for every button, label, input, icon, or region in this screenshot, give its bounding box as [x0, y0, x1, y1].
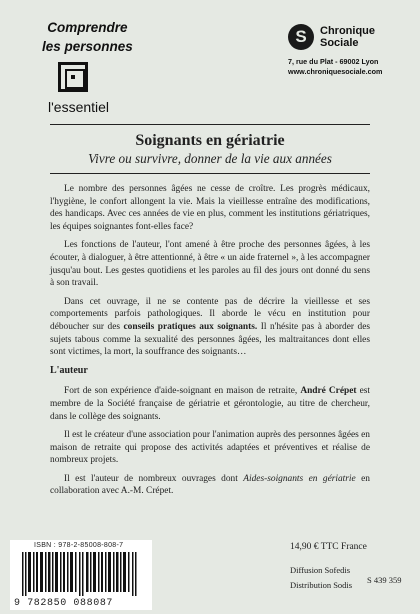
publisher-name-line2: Sociale: [320, 37, 359, 49]
author-paragraph-1: [50, 385, 370, 423]
publisher-name-line1: Chronique: [320, 25, 375, 37]
author-heading: L'auteur: [50, 364, 88, 376]
barcode-icon: [22, 552, 140, 596]
author-p3-start: Il est l'auteur de nombreux ouvrages dont: [64, 473, 244, 484]
series-title-line2: les personnes: [42, 39, 133, 54]
barcode-digits: 9 782850 088087: [14, 598, 114, 609]
description-paragraph-1: Le nombre des personnes âgées ne cesse de croître. Les progrès médicaux, l'hygiène, le confort allongent la vie. Mais la vieillesse entraîne des modifications, des handicaps. Avec ces années de vie en plus, comment les institutions gériatriques, les équipes soignantes font-elles face?: [50, 184, 370, 232]
series-label: l'essentiel: [48, 99, 110, 115]
author-p1-end: est membre de la Société française de gériatrie et gérontologie, au titre de chercheur, dans le collège des soignants.: [50, 386, 370, 422]
author-name: André Crépet: [300, 386, 357, 397]
subtitle-divider: [50, 173, 370, 174]
author-paragraph-3: [50, 473, 370, 498]
back-cover-content: [50, 124, 370, 504]
book-subtitle: Vivre ou survivre, donner de la vie aux années: [88, 151, 332, 166]
publisher-address: [288, 57, 382, 77]
p3-text-start: Dans cet ouvrage, il ne se contente pas de décrire la vieillesse et ses comportements parfois pathologiques. Il aborde le vécu en institution pour déboucher sur des: [50, 296, 370, 332]
publisher-s-icon: S: [288, 24, 314, 50]
publisher-name: [320, 25, 375, 49]
distribution-sodis: Distribution Sodis: [290, 580, 353, 590]
publisher-website: www.chroniquesociale.com: [288, 67, 383, 76]
reference-code: S 439 359: [367, 575, 402, 585]
series-title-line1: Comprendre: [47, 20, 128, 35]
author-p1-start: Fort de son expérience d'aide-soignant en maison de retraite,: [64, 386, 301, 397]
publisher-logo: [288, 24, 375, 50]
isbn-label: ISBN : 978-2-85008-808-7: [34, 542, 124, 549]
description-paragraph-2: Les fonctions de l'auteur, l'ont amené à être proche des personnes âgées, à les écouter, à dialoguer, à être attentionné, à être « un aide fraternel », à les accompagner jusqu'au bout. Les gestes quotidiens et les paroles au fil des jours ont donné du sens à son travail.: [50, 240, 370, 289]
author-book-title: Aides-soignants en gériatrie: [243, 473, 356, 484]
description: [50, 183, 370, 498]
publisher-street: 7, rue du Plat - 69002 Lyon: [288, 57, 379, 66]
series-title: [42, 18, 133, 56]
author-paragraph-2: Il est le créateur d'une association pour l'animation auprès des personnes âgées en maison de retraite qui propose des activités adaptées et préventives et réalise de nombreux projets.: [50, 430, 370, 466]
series-square-logo-icon: [58, 62, 88, 92]
description-paragraph-3: [50, 296, 370, 359]
price: 14,90 € TTC France: [290, 542, 367, 552]
p3-bold-text: conseils pratiques aux soignants.: [123, 321, 258, 332]
author-p3-end: en collaboration avec A.-M. Crépet.: [50, 473, 370, 497]
barcode-block: [10, 540, 152, 610]
book-title: Soignants en gériatrie: [135, 132, 285, 149]
distribution-sofedis: Diffusion Sofedis: [290, 565, 351, 575]
p3-text-end: Il n'hésite pas à aborder des sujets tabous comme la sexualité des personnes âgées, les maltraitances dont elles sont victimes, la mort, la souffrance des soignants…: [50, 321, 371, 358]
top-divider: [50, 124, 370, 125]
